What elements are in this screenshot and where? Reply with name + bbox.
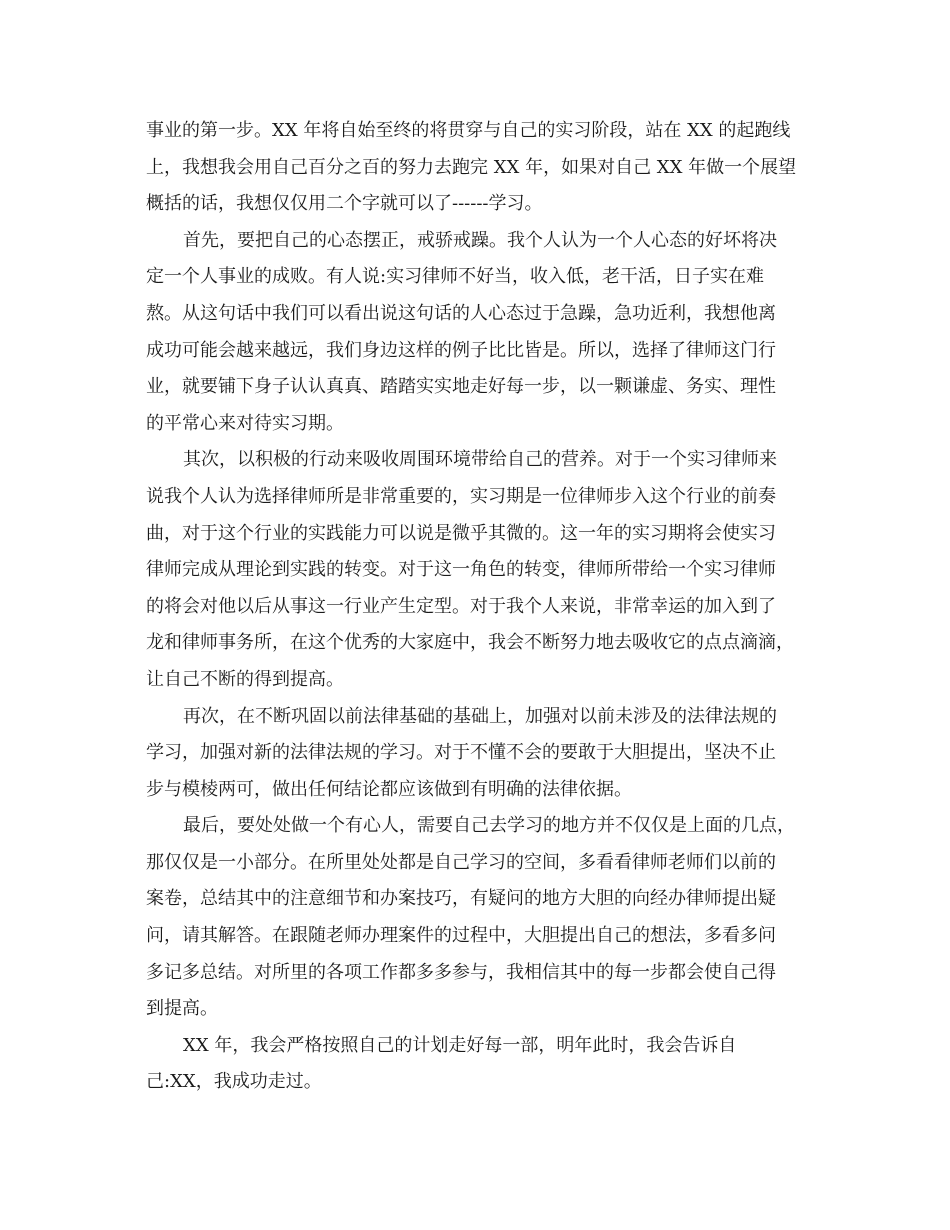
text-line: 其次，以积极的行动来吸收周围环境带给自己的营养。对于一个实习律师来: [183, 449, 777, 471]
document-body: [146, 113, 811, 1101]
text-line: 律师完成从理论到实践的转变。对于这一角色的转变，律师所带给一个实习律师: [146, 559, 776, 581]
text-line: 概括的话，我想仅仅用二个字就可以了------学习。: [146, 193, 543, 215]
text-line: 己:XX，我成功走过。: [146, 1071, 322, 1093]
text-line: 定一个人事业的成败。有人说:实习律师不好当，收入低，老干活，日子实在难: [146, 266, 765, 288]
text-line: 成功可能会越来越远，我们身边这样的例子比比皆是。所以，选择了律师这门行: [146, 339, 776, 361]
text-line: 曲，对于这个行业的实践能力可以说是微乎其微的。这一年的实习期将会使实习: [146, 522, 776, 544]
text-line: 再次，在不断巩固以前法律基础的基础上，加强对以前未涉及的法律法规的: [183, 705, 777, 727]
text-line: 龙和律师事务所，在这个优秀的大家庭中，我会不断努力地去吸收它的点点滴滴，: [146, 632, 794, 654]
text-line: 的将会对他以后从事这一行业产生定型。对于我个人来说，非常幸运的加入到了: [146, 595, 776, 617]
text-line: 那仅仅是一小部分。在所里处处都是自己学习的空间，多看看律师老师们以前的: [146, 851, 776, 873]
text-line: 学习，加强对新的法律法规的学习。对于不懂不会的要敢于大胆提出，坚决不止: [146, 742, 776, 764]
text-line: 问，请其解答。在跟随老师办理案件的过程中，大胆提出自己的想法，多看多问: [146, 925, 776, 947]
text-line: 到提高。: [146, 998, 218, 1020]
text-line: 熬。从这句话中我们可以看出说这句话的人心态过于急躁，急功近利，我想他离: [146, 302, 776, 324]
text-line: 说我个人认为选择律师所是非常重要的，实习期是一位律师步入这个行业的前奏: [146, 485, 776, 507]
text-line: 事业的第一步。XX 年将自始至终的将贯穿与自己的实习阶段，站在 XX 的起跑线: [146, 120, 791, 141]
text-line: 最后，要处处做一个有心人，需要自己去学习的地方并不仅仅是上面的几点，: [183, 815, 795, 837]
text-line: 业，就要铺下身子认认真真、踏踏实实地走好每一步，以一颗谦虚、务实、理性: [146, 376, 776, 398]
text-line: 让自己不断的得到提高。: [146, 668, 344, 690]
text-line: 步与模棱两可，做出任何结论都应该做到有明确的法律依据。: [146, 778, 632, 800]
text-line: 案卷，总结其中的注意细节和办案技巧，有疑问的地方大胆的向经办律师提出疑: [146, 888, 776, 910]
text-line: 多记多总结。对所里的各项工作都多多参与，我相信其中的每一步都会使自己得: [146, 961, 776, 983]
text-line: 首先，要把自己的心态摆正，戒骄戒躁。我个人认为一个人心态的好坏将决: [183, 229, 777, 251]
text-line: XX 年，我会严格按照自己的计划走好每一部，明年此时，我会告诉自: [183, 1034, 737, 1056]
text-line: 的平常心来对待实习期。: [146, 412, 344, 434]
text-line: 上，我想我会用自己百分之百的努力去跑完 XX 年，如果对自己 XX 年做一个展望: [146, 156, 797, 178]
